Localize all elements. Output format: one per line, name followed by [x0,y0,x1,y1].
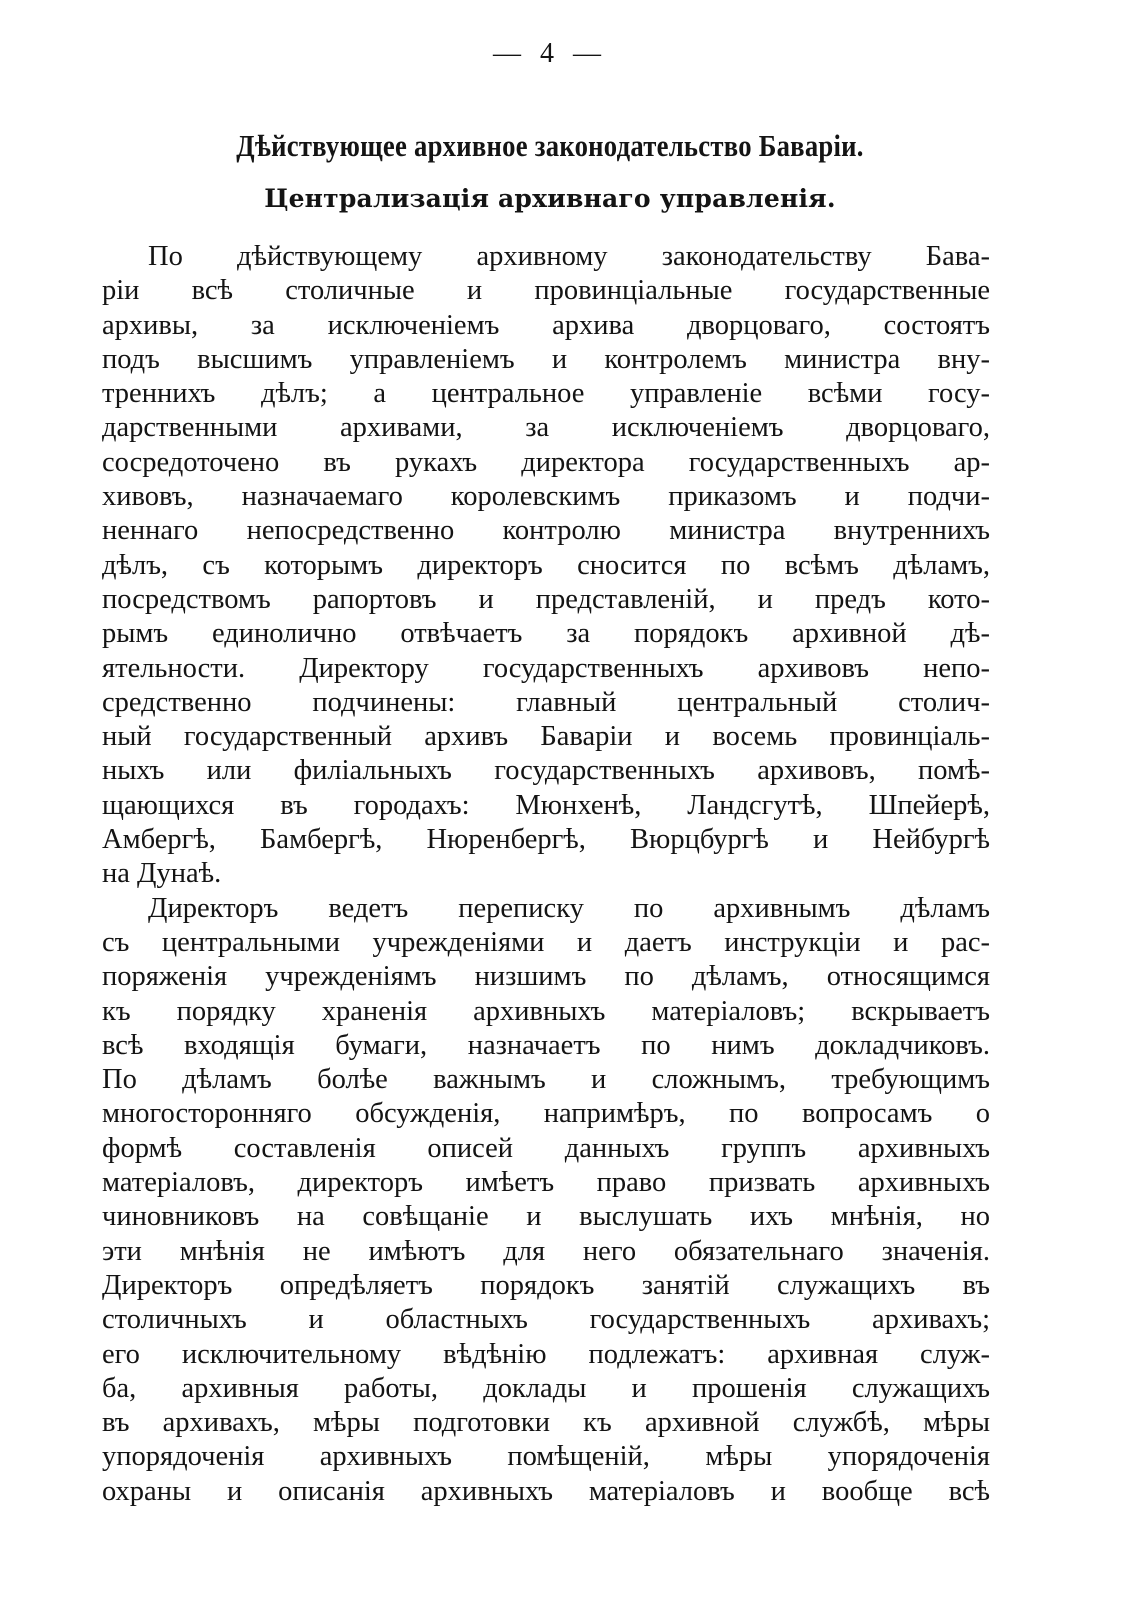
text-line: поряженiя учрежденiямъ низшимъ по дѣламъ, относящимся [102,961,990,993]
section-subtitle: Централизацiя архивнаго управленiя. [264,184,836,213]
text-line: упорядоченiя архивныхъ помѣщенiй, мѣры упорядоченiя [102,1441,990,1473]
section-title: Дѣйствующее архивное законодательство Баварiи. [236,128,864,163]
text-line: рiи всѣ столичные и провинцiальные государственные [102,275,990,307]
text-line: чиновниковъ на совѣщанiе и выслушать ихъ мнѣнiя, но [102,1201,990,1233]
text-line: матерiаловъ, директоръ имѣетъ право призвать архивныхъ [102,1167,990,1199]
text-line: ятельности. Директору государственныхъ архивовъ непо- [102,652,990,684]
text-line: Директоръ ведетъ переписку по архивнымъ дѣламъ [148,892,990,924]
text-line: столичныхъ и областныхъ государственныхъ архивахъ; [102,1304,990,1336]
text-line: въ архивахъ, мѣры подготовки къ архивной службѣ, мѣры [102,1407,990,1439]
text-line: Амбергѣ, Бамбергѣ, Нюренбергѣ, Вюрцбургѣ и Нейбургѣ [102,824,990,856]
text-line: рымъ единолично отвѣчаетъ за порядокъ архивной дѣ- [102,618,990,650]
text-line: охраны и описанiя архивныхъ матерiаловъ и вообще всѣ [102,1475,990,1507]
text-line: его исключительному вѣдѣнiю подлежатъ: архивная служ- [102,1338,990,1370]
text-line: Директоръ опредѣляетъ порядокъ занятiй служащихъ въ [102,1269,990,1301]
text-line: всѣ входящiя бумаги, назначаетъ по нимъ докладчиковъ. [102,1029,990,1061]
text-line: съ центральными учрежденiями и даетъ инструкцiи и рас- [102,926,990,958]
text-line: По дѣламъ болѣе важнымъ и сложнымъ, требующимъ [102,1064,990,1096]
text-line: подъ высшимъ управленiемъ и контролемъ министра вну- [102,343,990,375]
text-line: По дѣйствующему архивному законодательству Бава- [148,241,990,272]
text-line: дѣлъ, съ которымъ директоръ сносится по всѣмъ дѣламъ, [102,549,990,581]
text-line: неннаго непосредственно контролю министра внутреннихъ [102,515,990,547]
text-line: многосторонняго обсужденiя, напримѣръ, по вопросамъ о [102,1098,990,1130]
text-line: хивовъ, назначаемаго королевскимъ приказомъ и подчи- [102,481,990,513]
text-line: ба, архивныя работы, доклады и прошенiя служащихъ [102,1372,990,1404]
text-line: эти мнѣнiя не имѣютъ для него обязательнаго значенiя. [102,1235,990,1267]
text-line: къ порядку храненiя архивныхъ матерiаловъ; вскрываетъ [102,995,990,1027]
text-line: посредствомъ рапортовъ и представленiй, и предъ кото- [102,583,990,615]
text-line: ный государственный архивъ Баварiи и восемь провинцiаль- [102,721,990,753]
text-line: формѣ составленiя описей данныхъ группъ архивныхъ [102,1132,990,1164]
text-line: сосредоточено въ рукахъ директора государственныхъ ар- [102,446,990,478]
text-line: треннихъ дѣлъ; а центральное управленiе всѣми госу- [102,378,990,410]
text-line: на Дунаѣ. [102,858,222,890]
text-line: архивы, за исключенiемъ архива дворцоваго, состоятъ [102,309,990,341]
page-number: — 4 — [493,38,607,69]
text-line: ныхъ или филiальныхъ государственныхъ архивовъ, помѣ- [102,755,990,787]
text-line: дарственными архивами, за исключенiемъ дворцоваго, [102,412,990,444]
text-line: щающихся въ городахъ: Мюнхенѣ, Ландсгутѣ, Шпейерѣ, [102,789,990,821]
text-line: средственно подчинены: главный центральный столич- [102,686,990,718]
body-text [102,240,990,1509]
